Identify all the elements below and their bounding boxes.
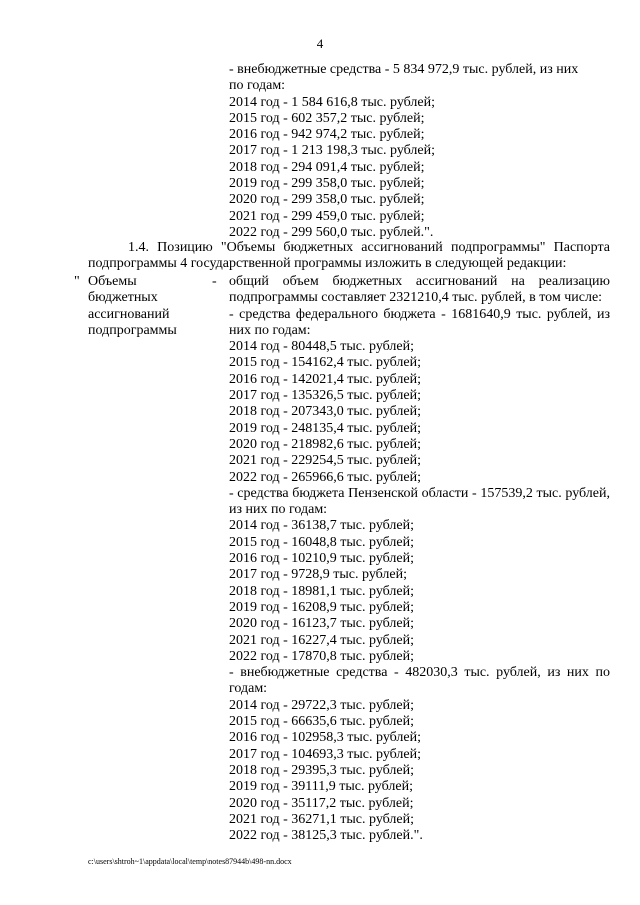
passport-label-column bbox=[88, 274, 213, 339]
top-line: 2021 год - 299 459,0 тыс. рублей; bbox=[229, 208, 425, 224]
federal-year-line: 2015 год - 154162,4 тыс. рублей; bbox=[229, 355, 422, 371]
federal-year-line: 2021 год - 229254,5 тыс. рублей; bbox=[229, 453, 422, 469]
federal-year-line: 2018 год - 207343,0 тыс. рублей; bbox=[229, 404, 422, 420]
label-line: бюджетных bbox=[88, 290, 158, 306]
open-quote-mark: " bbox=[74, 274, 80, 289]
total-allocation-text: общий объем бюджетных ассигнований на реализацию подпрограммы составляет 2321210,4 тыс. рублей, в том числе: bbox=[229, 274, 610, 306]
extrabudgetary-heading: - внебюджетные средства - 482030,3 тыс. рублей, из них по годам: bbox=[229, 665, 610, 697]
top-line: 2016 год - 942 974,2 тыс. рублей; bbox=[229, 127, 425, 143]
top-line: 2015 год - 602 357,2 тыс. рублей; bbox=[229, 110, 425, 126]
top-line: 2019 год - 299 358,0 тыс. рублей; bbox=[229, 176, 425, 192]
extrabudgetary-year-line: 2022 год - 38125,3 тыс. рублей.". bbox=[229, 828, 423, 844]
regional-year-line: 2018 год - 18981,1 тыс. рублей; bbox=[229, 583, 415, 599]
label-line: ассигнований bbox=[88, 306, 170, 322]
extrabudgetary-year-line: 2017 год - 104693,3 тыс. рублей; bbox=[229, 746, 422, 762]
top-extrabudgetary-block bbox=[229, 62, 609, 241]
top-line: 2020 год - 299 358,0 тыс. рублей; bbox=[229, 192, 425, 208]
footer-file-path: c:\users\shtroh~1\appdata\local\temp\notes87944b\498-nn.docx bbox=[88, 857, 292, 866]
extrabudgetary-year-line: 2018 год - 29395,3 тыс. рублей; bbox=[229, 762, 415, 778]
federal-year-line: 2017 год - 135326,5 тыс. рублей; bbox=[229, 388, 422, 404]
extrabudgetary-year-line: 2014 год - 29722,3 тыс. рублей; bbox=[229, 697, 415, 713]
page-number: 4 bbox=[316, 36, 324, 51]
label-line: подпрограммы bbox=[88, 322, 177, 338]
federal-year-line: 2020 год - 218982,6 тыс. рублей; bbox=[229, 436, 422, 452]
regional-year-line: 2015 год - 16048,8 тыс. рублей; bbox=[229, 534, 415, 550]
top-line: по годам: bbox=[229, 78, 286, 94]
regional-year-line: 2017 год - 9728,9 тыс. рублей; bbox=[229, 567, 408, 583]
label-line: Объемы bbox=[88, 274, 137, 289]
regional-year-line: 2016 год - 10210,9 тыс. рублей; bbox=[229, 551, 415, 567]
federal-year-line: 2014 год - 80448,5 тыс. рублей; bbox=[229, 339, 415, 355]
regional-year-line: 2019 год - 16208,9 тыс. рублей; bbox=[229, 599, 415, 615]
regional-year-line: 2021 год - 16227,4 тыс. рублей; bbox=[229, 632, 415, 648]
extrabudgetary-year-line: 2015 год - 66635,6 тыс. рублей; bbox=[229, 714, 415, 730]
federal-year-line: 2022 год - 265966,6 тыс. рублей; bbox=[229, 469, 422, 485]
extrabudgetary-year-line: 2019 год - 39111,9 тыс. рублей; bbox=[229, 779, 413, 795]
top-line: 2022 год - 299 560,0 тыс. рублей.". bbox=[229, 224, 434, 240]
extrabudgetary-year-line: 2020 год - 35117,2 тыс. рублей; bbox=[229, 795, 414, 811]
federal-budget-heading: - средства федерального бюджета - 1681640,9 тыс. рублей, из них по годам: bbox=[229, 306, 610, 338]
label-dash: - bbox=[212, 274, 217, 289]
top-line: 2014 год - 1 584 616,8 тыс. рублей; bbox=[229, 94, 436, 110]
top-line: 2017 год - 1 213 198,3 тыс. рублей; bbox=[229, 143, 436, 159]
regional-year-line: 2022 год - 17870,8 тыс. рублей; bbox=[229, 648, 415, 664]
regional-year-line: 2020 год - 16123,7 тыс. рублей; bbox=[229, 616, 415, 632]
instruction-paragraph: 1.4. Позицию "Объемы бюджетных ассигнований подпрограммы" Паспорта подпрограммы 4 государственной программы изложить в следующей редакции: bbox=[88, 240, 610, 272]
federal-year-line: 2016 год - 142021,4 тыс. рублей; bbox=[229, 371, 422, 387]
federal-year-line: 2019 год - 248135,4 тыс. рублей; bbox=[229, 420, 422, 436]
top-line: 2018 год - 294 091,4 тыс. рублей; bbox=[229, 159, 425, 175]
passport-value-column bbox=[229, 274, 610, 844]
top-line: - внебюджетные средства - 5 834 972,9 тыс. рублей, из них bbox=[229, 62, 579, 77]
regional-budget-heading: - средства бюджета Пензенской области - 157539,2 тыс. рублей, из них по годам: bbox=[229, 485, 610, 518]
regional-year-line: 2014 год - 36138,7 тыс. рублей; bbox=[229, 518, 415, 534]
extrabudgetary-year-line: 2021 год - 36271,1 тыс. рублей; bbox=[229, 811, 415, 827]
extrabudgetary-year-line: 2016 год - 102958,3 тыс. рублей; bbox=[229, 730, 422, 746]
